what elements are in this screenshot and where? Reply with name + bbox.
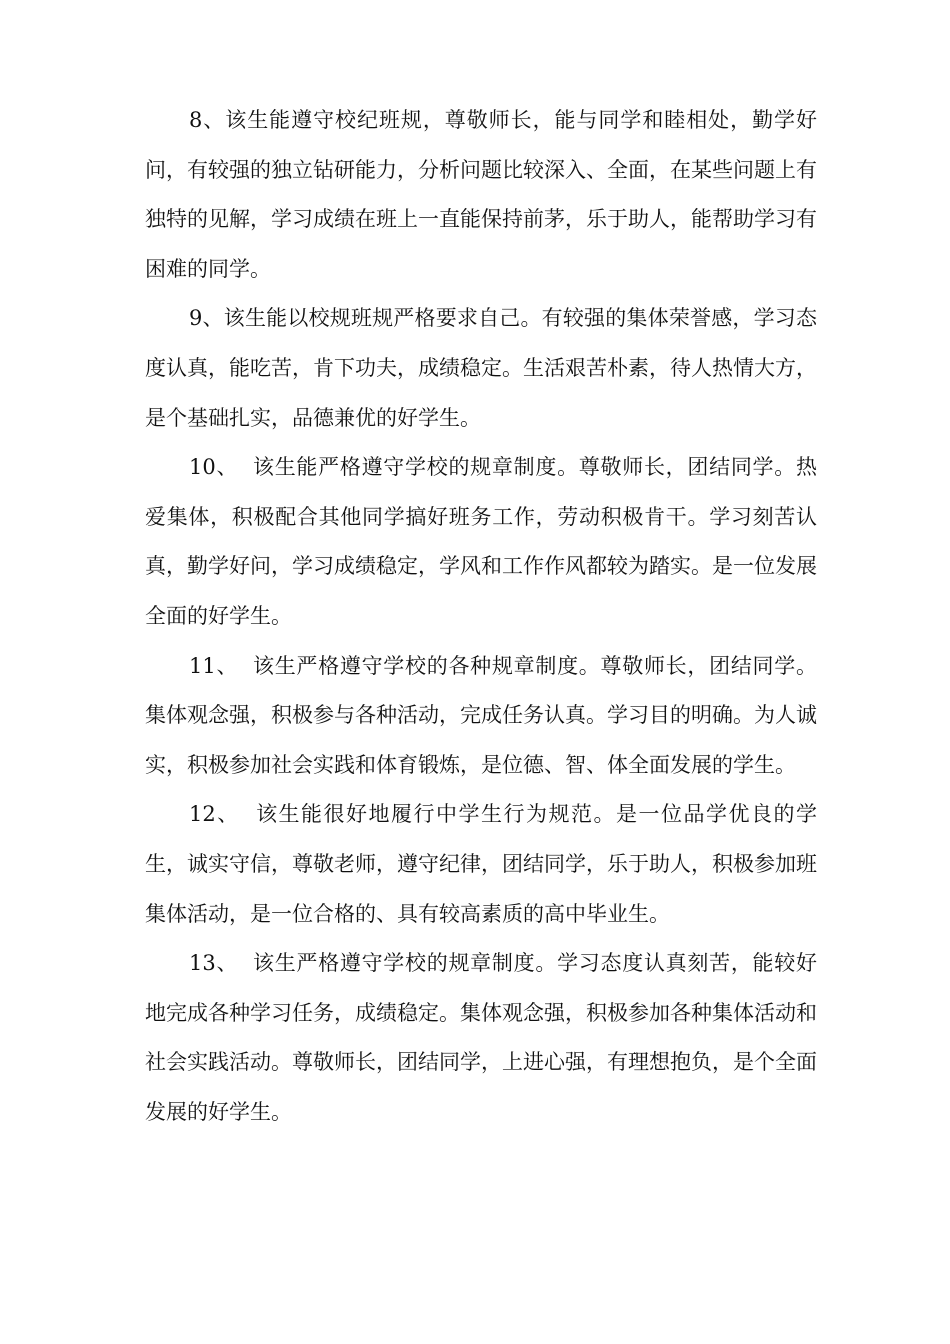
paragraph-text: 该生能以校规班规严格要求自己。有较强的集体荣誉感，学习态度认真，能吃苦，肯下功夫，成绩稳定。生活艰苦朴素，待人热情大方，是个基础扎实，品德兼优的好学生。 [145,306,817,430]
paragraph-number: 8、 [189,108,226,132]
paragraph-number: 10、 [189,455,253,480]
paragraph-text: 该生严格遵守学校的各种规章制度。尊敬师长，团结同学。集体观念强，积极参与各种活动，完成任务认真。学习目的明确。为人诚实，积极参加社会实践和体育锻炼，是位德、智、体全面发展的学生。 [145,653,818,777]
paragraph-8 [145,96,817,294]
paragraph-number: 9、 [189,306,224,331]
paragraph-text: 该生能严格遵守学校的规章制度。尊敬师长，团结同学。热爱集体，积极配合其他同学搞好班务工作，劳动积极肯干。学习刻苦认真，勤学好问，学习成绩稳定，学风和工作作风都较为踏实。是一位发展全面的好学生。 [145,455,818,628]
document-body [145,96,817,1137]
paragraph-number: 13、 [189,951,253,976]
paragraph-11 [145,642,817,791]
paragraph-text: 该生严格遵守学校的规章制度。学习态度认真刻苦，能较好地完成各种学习任务，成绩稳定。集体观念强，积极参加各种集体活动和社会实践活动。尊敬师长，团结同学，上进心强，有理想抱负，是个全面发展的好学生。 [145,951,818,1124]
paragraph-number: 12、 [189,802,257,827]
paragraph-9 [145,294,817,443]
paragraph-text: 该生能遵守校纪班规，尊敬师长，能与同学和睦相处，勤学好问，有较强的独立钻研能力，分析问题比较深入、全面，在某些问题上有独特的见解，学习成绩在班上一直能保持前茅，乐于助人，能帮助学习有困难的同学。 [145,108,817,281]
paragraph-number: 11、 [189,653,253,678]
paragraph-12 [145,790,817,939]
paragraph-13 [145,939,817,1137]
paragraph-text: 该生能很好地履行中学生行为规范。是一位品学优良的学生，诚实守信，尊敬老师，遵守纪律，团结同学，乐于助人，积极参加班集体活动，是一位合格的、具有较高素质的高中毕业生。 [145,802,817,926]
paragraph-10 [145,443,817,641]
